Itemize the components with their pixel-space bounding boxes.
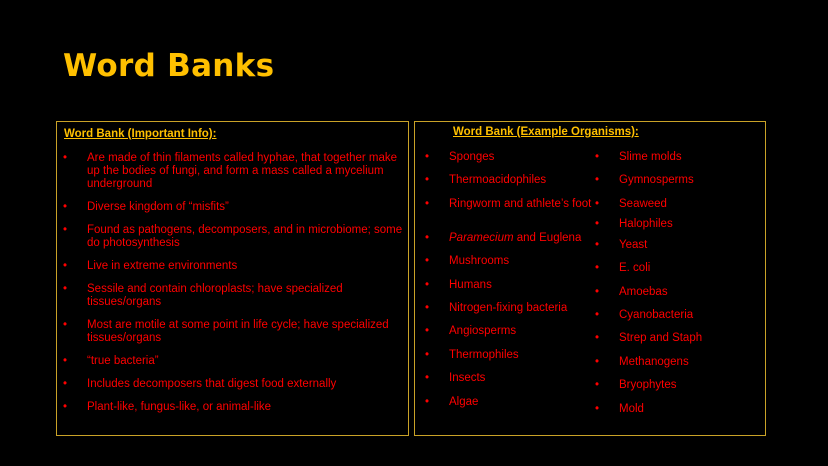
list-item: • Live in extreme environments [87,260,405,273]
list-item: • Humans [449,279,595,302]
paramecium-text: Paramecium [449,231,514,244]
example-organisms-heading: Word Bank (Example Organisms): [453,126,639,138]
list-item: • Diverse kingdom of “misfits” [87,201,405,214]
list-item: • Insects [449,372,595,395]
list-item: • Are made of thin filaments called hyphae, that together make up the bodies of fungi, and form a mass called a mycelium underground [87,152,405,191]
list-item: • Nitrogen-fixing bacteria [449,302,595,325]
list-item: • Mold [619,403,759,426]
list-item: • Slime molds [619,151,759,174]
list-item: • Sessile and contain chloroplasts; have specialized tissues/organs [87,283,405,309]
list-item: • Found as pathogens, decomposers, and in microbiome; some do photosynthesis [87,224,405,250]
list-item: • Includes decomposers that digest food externally [87,378,405,391]
list-item: • Thermophiles [449,349,595,372]
list-item: • Algae [449,396,595,419]
list-item: • Thermoacidophiles [449,174,595,197]
list-item: • Angiosperms [449,325,595,348]
list-item: • Plant-like, fungus-like, or animal-like [87,401,405,414]
list-item [449,232,595,255]
list-item: • Methanogens [619,356,759,379]
list-item: • Halophiles [619,218,759,239]
list-item: • Seaweed [619,198,759,219]
list-item: • Sponges [449,151,595,174]
list-item: • Ringworm and athlete’s foot [449,198,595,232]
list-item: • Cyanobacteria [619,309,759,332]
list-item: • Bryophytes [619,379,759,402]
list-item: • “true bacteria” [87,355,405,368]
example-organisms-box [414,121,766,436]
organisms-column-2 [619,151,759,426]
list-item: • Yeast [619,239,759,262]
euglena-text: and Euglena [513,231,582,244]
organisms-column-1 [449,151,595,419]
important-info-list [87,152,405,424]
list-item: • Strep and Staph [619,332,759,355]
list-item: • Mushrooms [449,255,595,278]
list-item: • Gymnosperms [619,174,759,197]
slide-title: Word Banks [63,48,275,84]
list-item: • E. coli [619,262,759,285]
list-item: • Most are motile at some point in life cycle; have specialized tissues/organs [87,319,405,345]
list-item: • Amoebas [619,286,759,309]
important-info-heading: Word Bank (Important Info): [64,128,217,140]
important-info-box [56,121,409,436]
